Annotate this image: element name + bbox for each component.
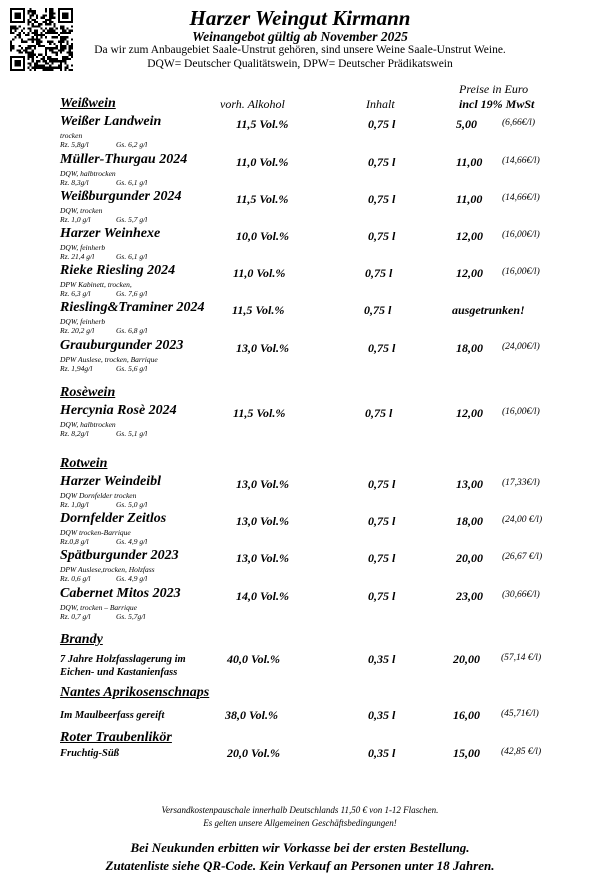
wine-price-per-liter: (14,66€/l) [502, 156, 540, 166]
wine-detail: DQW, trocken [60, 206, 103, 215]
wine-price: 20,00 [456, 551, 483, 565]
wine-volume: 0,75 l [368, 155, 396, 169]
wine-residual-sugar: Rz. 1,94g/l [60, 364, 93, 373]
spirit-price-per-liter: (45,71€/l) [501, 709, 539, 719]
section-heading-liqueur: Roter Traubenlikör [60, 730, 172, 745]
page-subtitle: Weinangebot gültig ab November 2025 [192, 29, 408, 44]
ingredients-note: Zutatenliste siehe QR-Code. Kein Verkauf an Personen unter 18 Jahren. [105, 858, 495, 873]
wine-acidity: Gs. 4,9 g/l [116, 537, 148, 546]
wine-detail: DQW, feinherb [60, 243, 106, 252]
wine-name: Rieke Riesling 2024 [60, 263, 176, 278]
wine-alcohol: 11,5 Vol.% [232, 303, 285, 317]
wine-price-per-liter: (17,33€/l) [502, 478, 540, 488]
wine-residual-sugar: Rz. 8,2g/l [60, 429, 89, 438]
wine-price: 11,00 [456, 192, 483, 206]
wine-acidity: Gs. 7,6 g/l [116, 289, 148, 298]
wine-volume: 0,75 l [368, 192, 396, 206]
wine-price: 5,00 [456, 117, 477, 131]
section-heading-rose: Rosèwein [60, 385, 116, 400]
wine-alcohol: 14,0 Vol.% [236, 589, 290, 603]
section-heading-schnaps: Nantes Aprikosenschnaps [60, 685, 210, 700]
wine-volume: 0,75 l [368, 117, 396, 131]
wine-residual-sugar: Rz. 20,2 g/l [60, 326, 95, 335]
terms-note: Es gelten unsere Allgemeinen Geschäftsbedingungen! [203, 818, 397, 828]
alcohol-header: vorh. Alkohol [220, 97, 285, 111]
wine-price: 12,00 [456, 229, 483, 243]
spirit-alcohol: 20,0 Vol.% [227, 746, 281, 760]
intro-line-1: Da wir zum Anbaugebiet Saale-Unstrut gehören, sind unsere Weine Saale-Unstrut Weine. [94, 44, 506, 56]
wine-price: 12,00 [456, 266, 483, 280]
spirit-price-per-liter: (57,14 €/l) [501, 653, 542, 663]
wine-alcohol: 13,0 Vol.% [236, 341, 290, 355]
spirit-note: Fruchtig-Süß [60, 748, 119, 759]
wine-detail: DQW trocken-Barrique [60, 528, 131, 537]
wine-acidity: Gs. 5,1 g/l [116, 429, 148, 438]
content-header: Inhalt [366, 97, 395, 111]
wine-residual-sugar: Rz. 21,4 g/l [60, 252, 95, 261]
wine-price: 11,00 [456, 155, 483, 169]
shipping-note: Versandkostenpauschale innerhalb Deutschlands 11,50 € von 1-12 Flaschen. [161, 805, 439, 815]
wine-name: Harzer Weindeibl [60, 474, 161, 489]
wine-detail: DQW, halbtrocken [60, 420, 116, 429]
wine-price-per-liter: (16,00€/l) [502, 407, 540, 417]
wine-volume: 0,75 l [368, 551, 396, 565]
wine-acidity: Gs. 4,9 g/l [116, 574, 148, 583]
wine-detail: DPW Kabinett, trocken, [60, 280, 132, 289]
wine-price: 18,00 [456, 341, 483, 355]
wine-acidity: Gs. 6,2 g/l [116, 140, 148, 149]
wine-price-per-liter: (16,00€/l) [502, 230, 540, 240]
wine-alcohol: 11,5 Vol.% [236, 117, 289, 131]
wine-alcohol: 13,0 Vol.% [236, 477, 290, 491]
wine-residual-sugar: Rz. 0,7 g/l [60, 612, 91, 621]
wine-price: 13,00 [456, 477, 483, 491]
wine-price: 12,00 [456, 406, 483, 420]
wine-detail: DPW Auslese, trocken, Barrique [60, 355, 158, 364]
wine-price-per-liter: (24,00€/l) [502, 342, 540, 352]
wine-alcohol: 11,0 Vol.% [236, 155, 289, 169]
wine-volume: 0,75 l [365, 266, 393, 280]
wine-detail: DQW Dornfelder trocken [60, 491, 137, 500]
wine-residual-sugar: Rz. 1,0g/l [60, 500, 89, 509]
wine-acidity: Gs. 5,7 g/l [116, 215, 148, 224]
wine-detail: DQW, trocken – Barrique [60, 603, 137, 612]
spirit-price-per-liter: (42,85 €/l) [501, 747, 542, 757]
wine-residual-sugar: Rz. 8,3g/l [60, 178, 89, 187]
wine-alcohol: 11,5 Vol.% [233, 406, 286, 420]
wine-name: Müller-Thurgau 2024 [60, 152, 188, 167]
wine-residual-sugar: Rz.0,8 g/l [60, 537, 89, 546]
wine-name: Weißburgunder 2024 [60, 189, 182, 204]
wine-acidity: Gs. 6,1 g/l [116, 252, 148, 261]
spirit-price: 16,00 [453, 708, 480, 722]
price-header-top: Preise in Euro [459, 82, 529, 96]
wine-alcohol: 11,5 Vol.% [236, 192, 289, 206]
wine-name: Riesling&Traminer 2024 [60, 300, 205, 315]
wine-residual-sugar: Rz. 5,8g/l [60, 140, 89, 149]
wine-acidity: Gs. 6,1 g/l [116, 178, 148, 187]
spirit-volume: 0,35 l [368, 652, 396, 666]
price-header: incl 19% MwSt [459, 97, 535, 111]
wine-price: ausgetrunken! [452, 303, 525, 317]
wine-volume: 0,75 l [368, 589, 396, 603]
wine-name: Weißer Landwein [60, 114, 162, 129]
wine-acidity: Gs. 5,6 g/l [116, 364, 148, 373]
wine-name: Grauburgunder 2023 [60, 338, 184, 353]
wine-name: Harzer Weinhexe [60, 226, 161, 241]
wine-volume: 0,75 l [368, 229, 396, 243]
spirit-volume: 0,35 l [368, 746, 396, 760]
spirit-alcohol: 40,0 Vol.% [227, 652, 281, 666]
wine-price: 18,00 [456, 514, 483, 528]
wine-volume: 0,75 l [364, 303, 392, 317]
section-heading-red: Rotwein [60, 456, 108, 471]
wine-residual-sugar: Rz. 0,6 g/l [60, 574, 91, 583]
wine-name: Cabernet Mitos 2023 [60, 586, 181, 601]
spirit-price: 15,00 [453, 746, 480, 760]
intro-line-2: DQW= Deutscher Qualitätswein, DPW= Deutscher Prädikatswein [147, 58, 453, 70]
spirit-price: 20,00 [453, 652, 480, 666]
spirit-note-2: Eichen- und Kastanienfass [60, 667, 178, 678]
wine-volume: 0,75 l [368, 514, 396, 528]
wine-detail: DQW, feinherb [60, 317, 106, 326]
new-customer-note: Bei Neukunden erbitten wir Vorkasse bei der ersten Bestellung. [130, 840, 470, 855]
section-heading-white: Weißwein [60, 96, 116, 111]
wine-residual-sugar: Rz. 6,3 g/l [60, 289, 91, 298]
wine-price-per-liter: (14,66€/l) [502, 193, 540, 203]
wine-acidity: Gs. 5,0 g/l [116, 500, 148, 509]
wine-price-per-liter: (26,67 €/l) [502, 552, 543, 562]
wine-alcohol: 10,0 Vol.% [236, 229, 290, 243]
wine-price-per-liter: (30,66€/l) [502, 590, 540, 600]
wine-detail: trocken [60, 131, 83, 140]
spirit-note: 7 Jahre Holzfasslagerung im [60, 654, 186, 665]
wine-price-per-liter: (24,00 €/l) [502, 515, 543, 525]
wine-acidity: Gs. 5,7g/l [116, 612, 146, 621]
wine-volume: 0,75 l [368, 341, 396, 355]
spirit-volume: 0,35 l [368, 708, 396, 722]
wine-residual-sugar: Rz. 1,0 g/l [60, 215, 91, 224]
wine-price-per-liter: (16,00€/l) [502, 267, 540, 277]
section-heading-brandy: Brandy [60, 632, 103, 647]
wine-name: Spätburgunder 2023 [60, 548, 179, 563]
spirit-note: Im Maulbeerfass gereift [60, 710, 165, 721]
wine-name: Dornfelder Zeitlos [60, 511, 167, 526]
page-title: Harzer Weingut Kirmann [189, 6, 411, 30]
wine-alcohol: 13,0 Vol.% [236, 514, 290, 528]
wine-alcohol: 11,0 Vol.% [233, 266, 286, 280]
wine-acidity: Gs. 6,8 g/l [116, 326, 148, 335]
wine-alcohol: 13,0 Vol.% [236, 551, 290, 565]
wine-detail: DPW Auslese,trocken, Holzfass [60, 565, 155, 574]
spirit-alcohol: 38,0 Vol.% [225, 708, 279, 722]
wine-detail: DQW, halbtrocken [60, 169, 116, 178]
wine-volume: 0,75 l [365, 406, 393, 420]
wine-price-per-liter: (6,66€/l) [502, 118, 535, 128]
wine-price: 23,00 [456, 589, 483, 603]
wine-name: Hercynia Rosè 2024 [60, 403, 177, 418]
wine-volume: 0,75 l [368, 477, 396, 491]
